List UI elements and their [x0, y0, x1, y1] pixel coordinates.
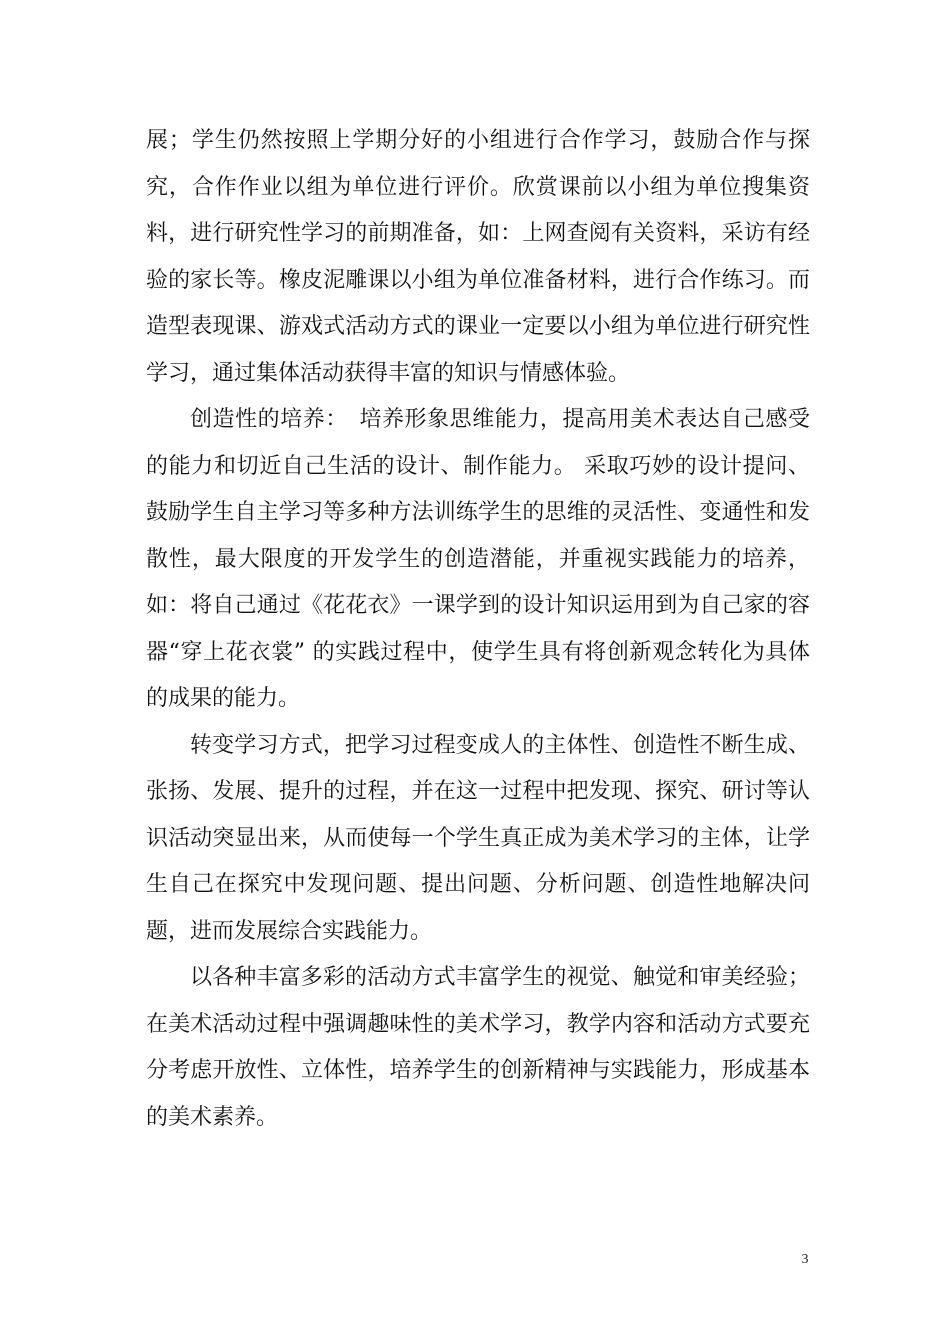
paragraph-creativity: 创造性的培养： 培养形象思维能力，提高用美术表达自己感受的能力和切近自己生活的设计、制作能力。 采取巧妙的设计提问、鼓励学生自主学习等多种方法训练学生的思维的灵活性、变通性和发散性，最大限度的开发学生的创造潜能，并重视实践能力的培养，如：将自己通过《花花衣》一课学到的设计知识运用到为自己家的容器“穿上花衣裳” 的实践过程中，使学生具有将创新观念转化为具体的成果的能力。	[146, 407, 810, 711]
body-text	[146, 118, 810, 1141]
paragraph-learning-style: 转变学习方式，把学习过程变成人的主体性、创造性不断生成、张扬、发展、提升的过程，并在这一过程中把发现、探究、研讨等认识活动突显出来，从而使每一个学生真正成为美术学习的主体，让学生自己在探究中发现问题、提出问题、分析问题、创造性地解决问题，进而发展综合实践能力。	[146, 732, 810, 944]
page-number: 3	[801, 1252, 809, 1267]
paragraph-activities: 以各种丰富多彩的活动方式丰富学生的视觉、触觉和审美经验；在美术活动过程中强调趣味性的美术学习，教学内容和活动方式要充分考虑开放性、立体性，培养学生的创新精神与实践能力，形成基本的美术素养。	[146, 965, 810, 1130]
paragraph-continuation: 展；学生仍然按照上学期分好的小组进行合作学习，鼓励合作与探究，合作作业以组为单位进行评价。欣赏课前以小组为单位搜集资料，进行研究性学习的前期准备，如：上网查阅有关资料，采访有经验的家长等。橡皮泥雕课以小组为单位准备材料，进行合作练习。而造型表现课、游戏式活动方式的课业一定要以小组为单位进行研究性学习，通过集体活动获得丰富的知识与情感体验。	[146, 128, 810, 386]
